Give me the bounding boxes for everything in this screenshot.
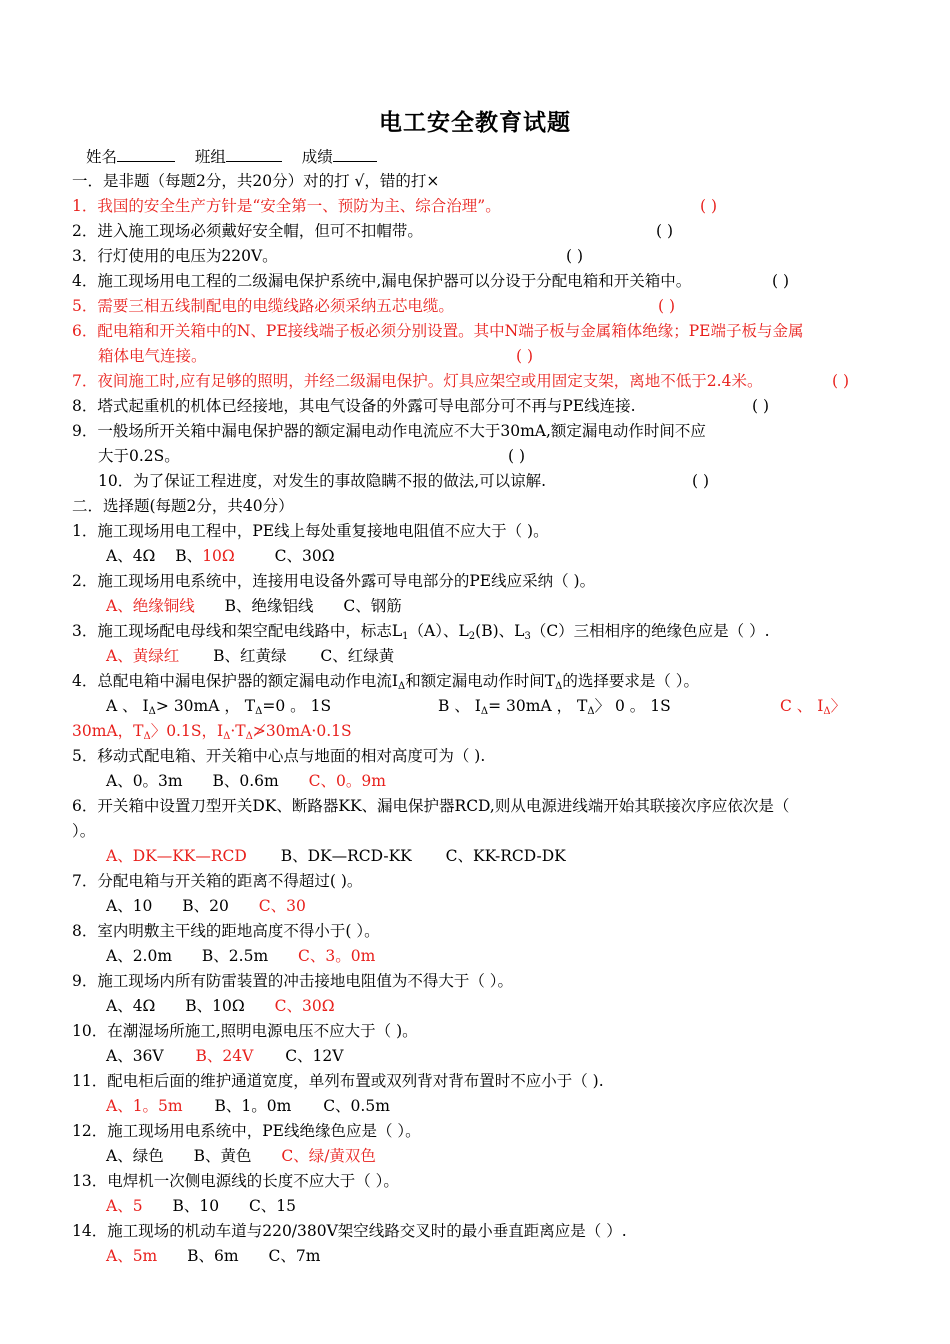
tf-answer-paren-9[interactable]: ( )	[508, 447, 526, 465]
score-label: 成绩	[301, 148, 333, 166]
mc-options-8	[106, 946, 375, 966]
option-a[interactable]: A、DK—KK—RCD	[106, 847, 247, 865]
option-b[interactable]: B、10Ω	[175, 547, 235, 565]
mc-question-4: 4．总配电箱中漏电保护器的额定漏电动作电流$I_\Delta$和额定漏电动作时间$T_\Delta$的选择要求是（ ）。	[72, 672, 699, 692]
mc-options-12	[106, 1146, 376, 1166]
tf-answer-paren-2[interactable]: ( )	[656, 222, 674, 240]
option-a[interactable]: A、1。5m	[106, 1097, 183, 1115]
mc-options-9	[106, 996, 335, 1016]
option-b[interactable]: B、DK—RCD-KK	[280, 847, 412, 865]
tf-answer-paren-7[interactable]: ( )	[832, 372, 850, 390]
option-c[interactable]: C、钢筋	[343, 597, 402, 615]
tf-question-10: 10．为了保证工程进度，对发生的事故隐瞒不报的做法,可以谅解.	[98, 472, 547, 490]
mc-question-6-line2: ）。	[72, 822, 96, 840]
tf-question-9-line2: 大于0.2S。	[98, 447, 180, 465]
option-b[interactable]: B、2.5m	[201, 947, 269, 965]
mc-option-4c-cont: 30mA，$T_\Delta$〉0.1S，$I_\Delta\cdot T_\Delta≯30mA\cdot 0.1S$	[72, 722, 352, 742]
tf-question-8: 8．塔式起重机的机体已经接地，其电气设备的外露可导电部分可不再与PE线连接.	[72, 397, 636, 415]
mc-question-7: 7．分配电箱与开关箱的距离不得超过( )。	[72, 872, 363, 890]
option-b[interactable]: B、1。0m	[214, 1097, 292, 1115]
group-blank[interactable]	[226, 146, 282, 162]
mc-question-6-line1: 6．开关箱中设置刀型开关DK、断路器KK、漏电保护器RCD,则从电源进线端开始其联接次序应依次是（	[72, 797, 790, 815]
mc-options-10	[106, 1046, 343, 1066]
mc-options-3	[106, 646, 394, 666]
score-blank[interactable]	[333, 146, 377, 162]
mc-question-2: 2．施工现场用电系统中，连接用电设备外露可导电部分的PE线应采纳（ )。	[72, 572, 596, 590]
option-a[interactable]: A、10	[106, 897, 153, 915]
option-b[interactable]: B、绝缘铝线	[224, 597, 314, 615]
page-title: 电工安全教育试题	[379, 109, 571, 136]
option-c[interactable]: C、30Ω	[274, 997, 335, 1015]
option-a[interactable]: A、黄绿红	[106, 647, 180, 665]
option-c[interactable]: C、绿/黄双色	[281, 1147, 376, 1165]
option-c[interactable]: C、15	[248, 1197, 297, 1215]
option-a[interactable]: A、4Ω	[106, 547, 156, 565]
option-b[interactable]: B、0.6m	[212, 772, 279, 790]
mc-options-6	[106, 846, 566, 866]
header-fields	[86, 146, 377, 167]
tf-answer-paren-3[interactable]: ( )	[566, 247, 584, 265]
option-a[interactable]: A、0。3m	[106, 772, 183, 790]
option-b[interactable]: B、10	[172, 1197, 220, 1215]
mc-question-10: 10．在潮湿场所施工,照明电源电压不应大于（ )。	[72, 1022, 418, 1040]
mc-question-8: 8．室内明敷主干线的距地高度不得小于( ）。	[72, 922, 380, 940]
tf-answer-paren-4[interactable]: ( )	[772, 272, 790, 290]
name-label: 姓名	[86, 148, 118, 166]
tf-answer-paren-8[interactable]: ( )	[752, 397, 770, 415]
tf-question-9-line1: 9．一般场所开关箱中漏电保护器的额定漏电动作电流应不大于30mA,额定漏电动作时间不应	[72, 422, 706, 440]
mc-options-1	[106, 546, 335, 566]
tf-answer-paren-10[interactable]: ( )	[692, 472, 710, 490]
option-a[interactable]: A、5	[106, 1197, 143, 1215]
option-a[interactable]: A、36V	[106, 1047, 164, 1065]
option-b[interactable]: B、10Ω	[185, 997, 245, 1015]
tf-question-6-line1: 6．配电箱和开关箱中的N、PE接线端子板必须分别设置。其中N端子板与金属箱体绝缘；PE端子板与金属	[72, 322, 804, 340]
mc-question-11: 11．配电柜后面的维护通道宽度，单列布置或双列背对背布置时不应小于（ ).	[72, 1072, 604, 1090]
option-a[interactable]: A、4Ω	[106, 997, 156, 1015]
mc-options-13	[106, 1196, 296, 1216]
mc-options-11	[106, 1096, 390, 1116]
option-c[interactable]: C、红绿黄	[320, 647, 395, 665]
mc-question-13: 13．电焊机一次侧电源线的长度不应大于（ ）。	[72, 1172, 399, 1190]
option-b[interactable]: B、20	[182, 897, 229, 915]
option-a[interactable]: A、5m	[106, 1247, 158, 1265]
mc-options-14	[106, 1246, 320, 1266]
tf-answer-paren-1[interactable]: ( )	[700, 197, 718, 215]
option-a[interactable]: A、绝缘铜线	[106, 597, 195, 615]
option-c[interactable]: C、30	[258, 897, 306, 915]
option-c[interactable]: C、KK-RCD-DK	[445, 847, 566, 865]
section-1-heading: 一．是非题（每题2分，共20分）对的打 √，错的打×	[72, 172, 440, 190]
option-c[interactable]: C、12V	[285, 1047, 344, 1065]
section-2-heading: 二．选择题(每题2分，共40分）	[72, 497, 294, 515]
mc-options-2	[106, 596, 402, 616]
tf-question-7: 7．夜间施工时,应有足够的照明，并经二级漏电保护。灯具应架空或用固定支架，离地不低于2.4米。	[72, 372, 763, 390]
tf-question-4: 4．施工现场用电工程的二级漏电保护系统中,漏电保护器可以分设于分配电箱和开关箱中。	[72, 272, 692, 290]
tf-question-3: 3．行灯使用的电压为220V。	[72, 247, 278, 265]
group-label: 班组	[194, 148, 226, 166]
tf-question-2: 2．进入施工现场必须戴好安全帽，但可不扣帽带。	[72, 222, 423, 240]
option-c[interactable]: C、30Ω	[274, 547, 335, 565]
option-c[interactable]: C、0.5m	[323, 1097, 390, 1115]
tf-answer-paren-6[interactable]: ( )	[516, 347, 534, 365]
mc-options-5	[106, 771, 386, 791]
option-c[interactable]: C、7m	[268, 1247, 321, 1265]
option-c[interactable]: C、0。9m	[308, 772, 386, 790]
mc-question-1: 1．施工现场用电工程中，PE线上每处重复接地电阻值不应大于（ )。	[72, 522, 549, 540]
name-blank[interactable]	[117, 146, 175, 162]
tf-answer-paren-5[interactable]: ( )	[658, 297, 676, 315]
mc-question-5: 5．移动式配电箱、开关箱中心点与地面的相对高度可为（ ).	[72, 747, 486, 765]
tf-question-5: 5．需要三相五线制配电的电缆线路必须采纳五芯电缆。	[72, 297, 454, 315]
tf-question-6-line2: 箱体电气连接。	[98, 347, 207, 365]
mc-options-7	[106, 896, 306, 916]
mc-question-3: 3．施工现场配电母线和架空配电线路中，标志$L_1(A)$、$L_2(B)$、$L_3(C)$三相相序的绝缘色应是（ ）.	[72, 622, 770, 642]
mc-question-14: 14．施工现场的机动车道与220/380V架空线路交叉时的最小垂直距离应是（ ）.	[72, 1222, 627, 1240]
option-b[interactable]: B、黄色	[193, 1147, 252, 1165]
option-c[interactable]: C、3。0m	[298, 947, 376, 965]
tf-question-1: 1．我国的安全生产方针是“安全第一、预防为主、综合治理”。	[72, 197, 501, 215]
mc-option-4c[interactable]: C 、 $I_\Delta$〉	[780, 697, 847, 717]
option-b[interactable]: B、24V	[195, 1047, 254, 1065]
mc-question-12: 12．施工现场用电系统中，PE线绝缘色应是（ ）。	[72, 1122, 421, 1140]
option-b[interactable]: B、红黄绿	[213, 647, 287, 665]
mc-question-9: 9．施工现场内所有防雷装置的冲击接地电阻值为不得大于（ ）。	[72, 972, 514, 990]
mc-option-4a[interactable]: A 、 $I_\Delta> 30mA$ ， $T_\Delta=0$ 。 1S	[106, 697, 332, 717]
option-b[interactable]: B、6m	[187, 1247, 239, 1265]
option-a[interactable]: A、绿色	[106, 1147, 164, 1165]
option-a[interactable]: A、2.0m	[106, 947, 173, 965]
mc-option-4b[interactable]: B 、 $I_\Delta= 30mA$ ， $T_\Delta$〉 0 。 1S	[438, 697, 671, 717]
